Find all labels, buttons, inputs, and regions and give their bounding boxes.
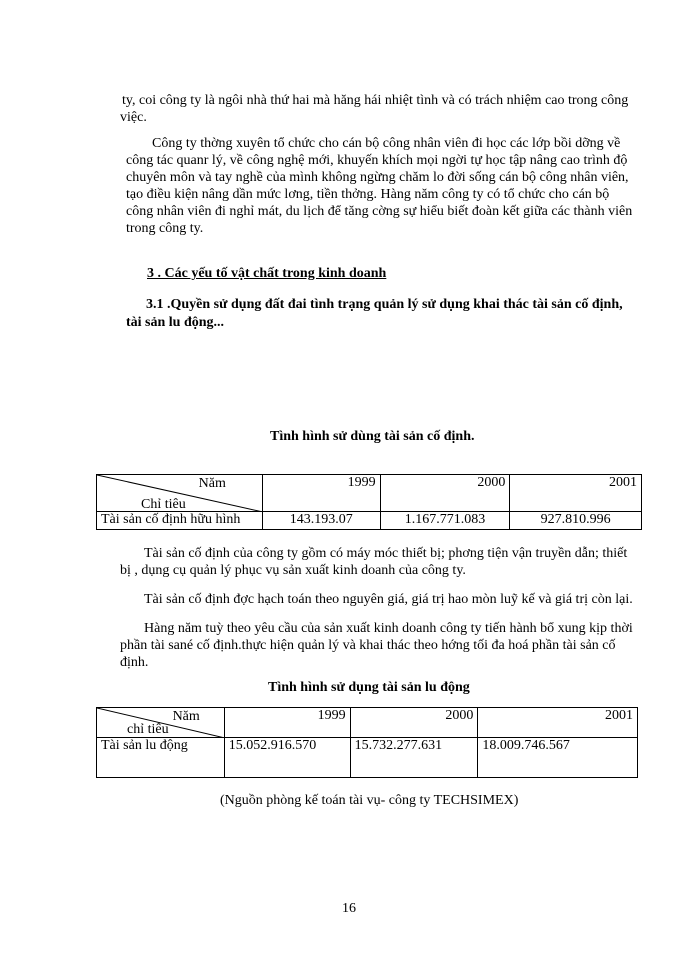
table-row: [97, 512, 642, 530]
paragraph-intro: ty, coi công ty là ngôi nhà thứ hai mà hăng hái nhiệt tình và có trách nhiệm cao trong công việc.: [120, 93, 629, 125]
source-note: (Nguồn phòng kế toán tài vụ- công ty TECHSIMEX): [220, 793, 519, 808]
value-cell: 18.009.746.567: [478, 738, 638, 778]
year-header: 1999: [262, 475, 380, 512]
year-header: 2001: [510, 475, 642, 512]
paragraph-fixed-assets: Tài sản cố định của công ty gồm có máy móc thiết bị; phơng tiện vận truyền dẫn; thiết bị , dụng cụ quản lý phục vụ sản xuất kinh doanh của công ty.: [120, 546, 628, 578]
year-header-label: Năm: [198, 476, 226, 491]
current-assets-table: [96, 707, 638, 778]
year-header: 2001: [478, 708, 638, 738]
table-row: [97, 738, 638, 778]
table-corner-cell: [97, 475, 263, 512]
indicator-header-label: Chỉ tiêu: [141, 497, 186, 512]
value-cell: 1.167.771.083: [380, 512, 510, 530]
table-header-row: [97, 708, 638, 738]
table1-caption: Tình hình sử dùng tài sản cố định.: [270, 429, 475, 444]
table-header-row: [97, 475, 642, 512]
row-label: Tài sản cố định hữu hình: [97, 512, 263, 530]
value-cell: 15.052.916.570: [224, 738, 350, 778]
fixed-assets-table: [96, 474, 642, 530]
value-cell: 15.732.277.631: [350, 738, 478, 778]
value-cell: 927.810.996: [510, 512, 642, 530]
page-number: 16: [342, 901, 356, 916]
year-header-label: Năm: [172, 709, 200, 724]
paragraph-training: Công ty thờng xuyên tổ chức cho cán bộ công nhân viên đi học các lớp bồi dỡng về công tác quanr lý, về công nghệ mới, khuyến khích mọi ngời tự học tập nâng cao trình độ chuyên môn và tay nghề của mình không ngừng chăm lo đời sống cán bộ công nhân viên, tạo điều kiện nâng dần mức lơng, tiền thởng. Hàng năm công ty có tổ chức cho cán bộ công nhân viên đi nghỉ mát, du lịch để tăng cờng sự hiểu biết đoàn kết giữa các thành viên trong công ty.: [126, 136, 633, 236]
indicator-header-label: chỉ tiêu: [127, 722, 169, 737]
value-cell: 143.193.07: [262, 512, 380, 530]
table2-caption: Tình hình sử dụng tài sản lu động: [268, 680, 470, 695]
year-header: 2000: [350, 708, 478, 738]
table-corner-cell: [97, 708, 225, 738]
section-heading-3-1: 3.1 .Quyền sử dụng đất đai tình trạng quản lý sử dụng khai thác tài sản cố định, tài sản lu động...: [126, 297, 623, 330]
paragraph-accounting: Tài sản cố định đợc hạch toán theo nguyên giá, giá trị hao mòn luỹ kế và giá trị còn lại.: [144, 592, 633, 607]
year-header: 1999: [224, 708, 350, 738]
row-label: Tài sản lu động: [97, 738, 225, 778]
section-heading-3: 3 . Các yếu tố vật chất trong kinh doanh: [147, 266, 387, 281]
year-header: 2000: [380, 475, 510, 512]
paragraph-annual: Hàng năm tuỳ theo yêu cầu của sản xuất kinh doanh công ty tiến hành bổ xung kịp thời phần tài sané cố định.thực hiện quản lý và khai thác theo hớng tối đa hoá phần tài sản cố định.: [120, 621, 633, 670]
